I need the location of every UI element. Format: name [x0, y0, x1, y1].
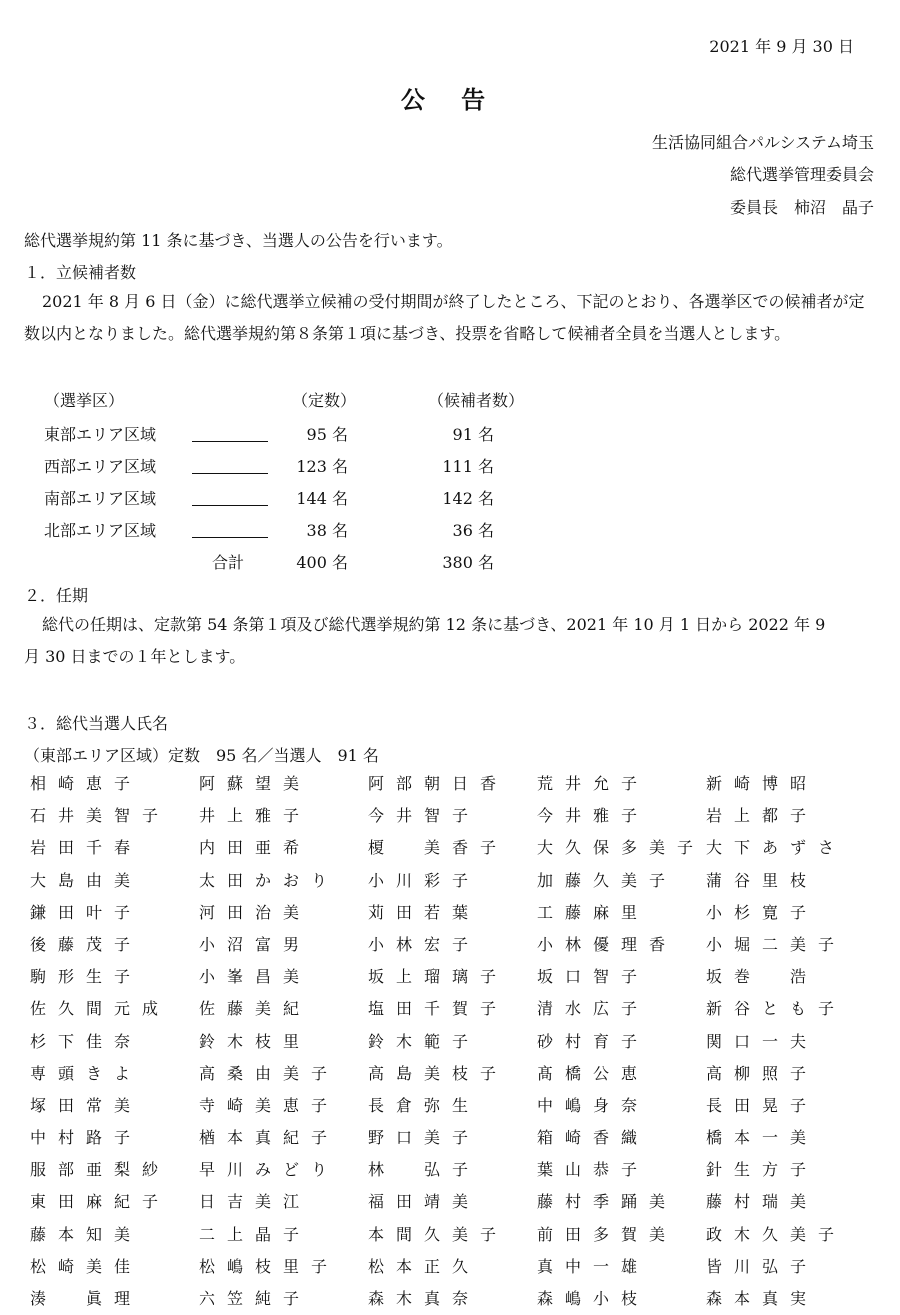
- elected-name: 苅 田 若 葉: [367, 902, 468, 922]
- district-name: 東部エリア区域: [44, 425, 157, 444]
- quota-value: 144 名: [296, 489, 348, 508]
- names-row: [24, 1154, 869, 1186]
- elected-name: 内 田 亜 希: [198, 838, 299, 858]
- elected-name: 小 峯 昌 美: [198, 967, 299, 987]
- elected-name: 本 間 久 美 子: [367, 1224, 496, 1244]
- elected-name: 鈴 木 範 子: [367, 1031, 468, 1051]
- elected-name: 佐 久 間 元 成: [29, 999, 158, 1019]
- district-name: 北部エリア区域: [44, 521, 157, 540]
- elected-name: 加 藤 久 美 子: [536, 870, 665, 890]
- elected-name: 榎 美 香 子: [367, 838, 496, 858]
- elected-name: 専 頭 き よ: [29, 1063, 130, 1083]
- names-row: [24, 1186, 869, 1218]
- issuer-committee: 総代選挙管理委員会: [729, 165, 874, 184]
- section1-paragraph: 2021 年 8 月 6 日（金）に総代選挙立候補の受付期間が終了したところ、下記のとおり、各選挙区での候補者が定数以内となりました。総代選挙規約第８条第１項に基づき、投票を省略して候補者全員を当選人とします。: [24, 292, 865, 343]
- elected-name: 松 本 正 久: [367, 1256, 468, 1276]
- elected-name: 二 上 晶 子: [198, 1224, 299, 1244]
- elected-name: 藤 本 知 美: [29, 1224, 130, 1244]
- elected-name: 藤 村 瑞 美: [705, 1192, 806, 1212]
- intro-text: 総代選挙規約第 11 条に基づき、当選人の公告を行います。: [24, 231, 453, 250]
- elected-name: 六 笠 純 子: [198, 1289, 299, 1308]
- elected-name: 新 崎 博 昭: [705, 774, 806, 793]
- candidates-value: 142 名: [442, 489, 494, 508]
- elected-name: 森 木 真 奈: [367, 1289, 468, 1308]
- elected-name: 岩 上 都 子: [705, 806, 806, 826]
- elected-name: 今 井 雅 子: [536, 806, 637, 826]
- elected-name: 森 嶋 小 枝: [536, 1289, 637, 1308]
- names-row: [24, 929, 869, 961]
- elected-name: 杉 下 佳 奈: [29, 1031, 130, 1051]
- notice-title: 公 告: [400, 85, 500, 114]
- issuer-organization: 生活協同組合パルシステム埼玉: [651, 133, 874, 152]
- elected-name: 藤 村 季 踊 美: [536, 1192, 665, 1212]
- elected-name: 清 水 広 子: [536, 999, 637, 1019]
- table-row-west: [44, 454, 156, 477]
- table-header-quota: （定数）: [292, 391, 357, 410]
- elected-names-grid: [24, 768, 869, 1315]
- elected-name: 服 部 亜 梨 紗: [29, 1160, 158, 1180]
- elected-name: 井 上 雅 子: [198, 806, 299, 826]
- table-dash-line: [192, 473, 268, 474]
- elected-name: 皆 川 弘 子: [705, 1256, 806, 1276]
- elected-name: 小 林 宏 子: [367, 934, 468, 954]
- elected-name: 阿 蘇 望 美: [198, 774, 299, 793]
- elected-name: 坂 口 智 子: [536, 967, 637, 987]
- elected-name: 佐 藤 美 紀: [198, 999, 299, 1019]
- elected-name: 日 吉 美 江: [198, 1192, 299, 1212]
- elected-name: 小 杉 寛 子: [705, 902, 806, 922]
- district-name: 西部エリア区域: [44, 457, 157, 476]
- table-total-label: 合計: [212, 553, 245, 572]
- elected-name: 塚 田 常 美: [29, 1095, 130, 1115]
- elected-name: 高 桑 由 美 子: [198, 1063, 327, 1083]
- elected-name: 小 川 彩 子: [367, 870, 468, 890]
- elected-name: 森 本 真 実: [705, 1289, 806, 1308]
- elected-name: 橋 本 一 美: [705, 1128, 806, 1148]
- names-row: [24, 1283, 869, 1315]
- elected-name: 相 崎 恵 子: [29, 774, 130, 793]
- names-row: [24, 961, 869, 993]
- elected-name: 大 下 あ ず さ: [705, 838, 834, 858]
- candidates-value: 36 名: [452, 521, 494, 540]
- elected-name: 早 川 み ど り: [198, 1160, 327, 1180]
- elected-name: 河 田 治 美: [198, 902, 299, 922]
- names-row: [24, 768, 869, 800]
- elected-name: 真 中 一 雄: [536, 1256, 637, 1276]
- section2-paragraph: 総代の任期は、定款第 54 条第１項及び総代選挙規約第 12 条に基づき、2021 年 10 月 1 日から 2022 年 9 月 30 日までの１年とします。: [24, 615, 826, 666]
- elected-name: 前 田 多 賀 美: [536, 1224, 665, 1244]
- elected-name: 寺 崎 美 恵 子: [198, 1095, 327, 1115]
- elected-name: 鎌 田 叶 子: [29, 902, 130, 922]
- elected-name: 工 藤 麻 里: [536, 902, 637, 922]
- elected-name: 後 藤 茂 子: [29, 934, 130, 954]
- elected-name: 坂 上 瑠 璃 子: [367, 967, 496, 987]
- elected-name: 駒 形 生 子: [29, 967, 130, 987]
- elected-name: 高 島 美 枝 子: [367, 1063, 496, 1083]
- candidates-value: 91 名: [452, 425, 494, 444]
- elected-name: 政 木 久 美 子: [705, 1224, 834, 1244]
- elected-name: 長 倉 弥 生: [367, 1095, 468, 1115]
- quota-value: 123 名: [296, 457, 348, 476]
- elected-name: 鈴 木 枝 里: [198, 1031, 299, 1051]
- names-row: [24, 1219, 869, 1251]
- total-quota: 400 名: [296, 553, 348, 572]
- elected-name: 長 田 晃 子: [705, 1095, 806, 1115]
- section1-heading: １．立候補者数: [24, 263, 137, 282]
- elected-name: 中 嶋 身 奈: [536, 1095, 637, 1115]
- elected-name: 新 谷 と も 子: [705, 999, 834, 1019]
- elected-name: 大 島 由 美: [29, 870, 130, 890]
- issuer-chair: 委員長 柿沼 晶子: [729, 198, 874, 217]
- section2-heading: ２．任期: [24, 586, 89, 605]
- table-row-north: [44, 518, 156, 541]
- elected-name: 関 口 一 夫: [705, 1031, 806, 1051]
- elected-name: 今 井 智 子: [367, 806, 468, 826]
- quota-value: 38 名: [306, 521, 348, 540]
- table-row-east: [44, 422, 156, 445]
- notice-date: 2021 年 9 月 30 日: [709, 37, 854, 56]
- table-header-candidates: （候補者数）: [428, 391, 525, 410]
- table-dash-line: [192, 537, 268, 538]
- names-row: [24, 1251, 869, 1283]
- elected-name: 太 田 か お り: [198, 870, 327, 890]
- elected-name: 楢 本 真 紀 子: [198, 1128, 327, 1148]
- names-row: [24, 832, 869, 864]
- elected-name: 髙 橋 公 恵: [536, 1063, 637, 1083]
- elected-name: 高 柳 照 子: [705, 1063, 806, 1083]
- table-row-south: [44, 486, 156, 509]
- elected-name: 小 堀 二 美 子: [705, 934, 834, 954]
- elected-name: 東 田 麻 紀 子: [29, 1192, 158, 1212]
- table-dash-line: [192, 441, 268, 442]
- elected-name: 中 村 路 子: [29, 1128, 130, 1148]
- names-row: [24, 897, 869, 929]
- elected-name: 岩 田 千 春: [29, 838, 130, 858]
- elected-name: 蒲 谷 里 枝: [705, 870, 806, 890]
- elected-name: 箱 崎 香 織: [536, 1128, 637, 1148]
- section3-subheading: （東部エリア区域）定数 95 名／当選人 91 名: [24, 746, 379, 765]
- names-row: [24, 1058, 869, 1090]
- table-header-district: （選挙区）: [44, 391, 125, 410]
- section3-heading: ３．総代当選人氏名: [24, 714, 169, 733]
- names-row: [24, 993, 869, 1025]
- elected-name: 湊 眞 理: [29, 1289, 130, 1308]
- elected-name: 大 久 保 多 美 子: [536, 838, 693, 858]
- total-candidates: 380 名: [442, 553, 494, 572]
- elected-name: 荒 井 允 子: [536, 774, 637, 793]
- elected-name: 塩 田 千 賀 子: [367, 999, 496, 1019]
- elected-name: 阿 部 朝 日 香: [367, 774, 496, 793]
- elected-name: 小 沼 富 男: [198, 934, 299, 954]
- district-name: 南部エリア区域: [44, 489, 157, 508]
- elected-name: 葉 山 恭 子: [536, 1160, 637, 1180]
- elected-name: 福 田 靖 美: [367, 1192, 468, 1212]
- elected-name: 砂 村 育 子: [536, 1031, 637, 1051]
- names-row: [24, 1026, 869, 1058]
- elected-name: 林 弘 子: [367, 1160, 468, 1180]
- elected-name: 松 崎 美 佳: [29, 1256, 130, 1276]
- elected-name: 石 井 美 智 子: [29, 806, 158, 826]
- elected-name: 小 林 優 理 香: [536, 934, 665, 954]
- names-row: [24, 1090, 869, 1122]
- names-row: [24, 1122, 869, 1154]
- elected-name: 松 嶋 枝 里 子: [198, 1256, 327, 1276]
- quota-value: 95 名: [306, 425, 348, 444]
- names-row: [24, 800, 869, 832]
- candidates-value: 111 名: [442, 457, 494, 476]
- table-dash-line: [192, 505, 268, 506]
- elected-name: 野 口 美 子: [367, 1128, 468, 1148]
- elected-name: 坂 巻 浩: [705, 967, 806, 987]
- names-row: [24, 865, 869, 897]
- elected-name: 針 生 方 子: [705, 1160, 806, 1180]
